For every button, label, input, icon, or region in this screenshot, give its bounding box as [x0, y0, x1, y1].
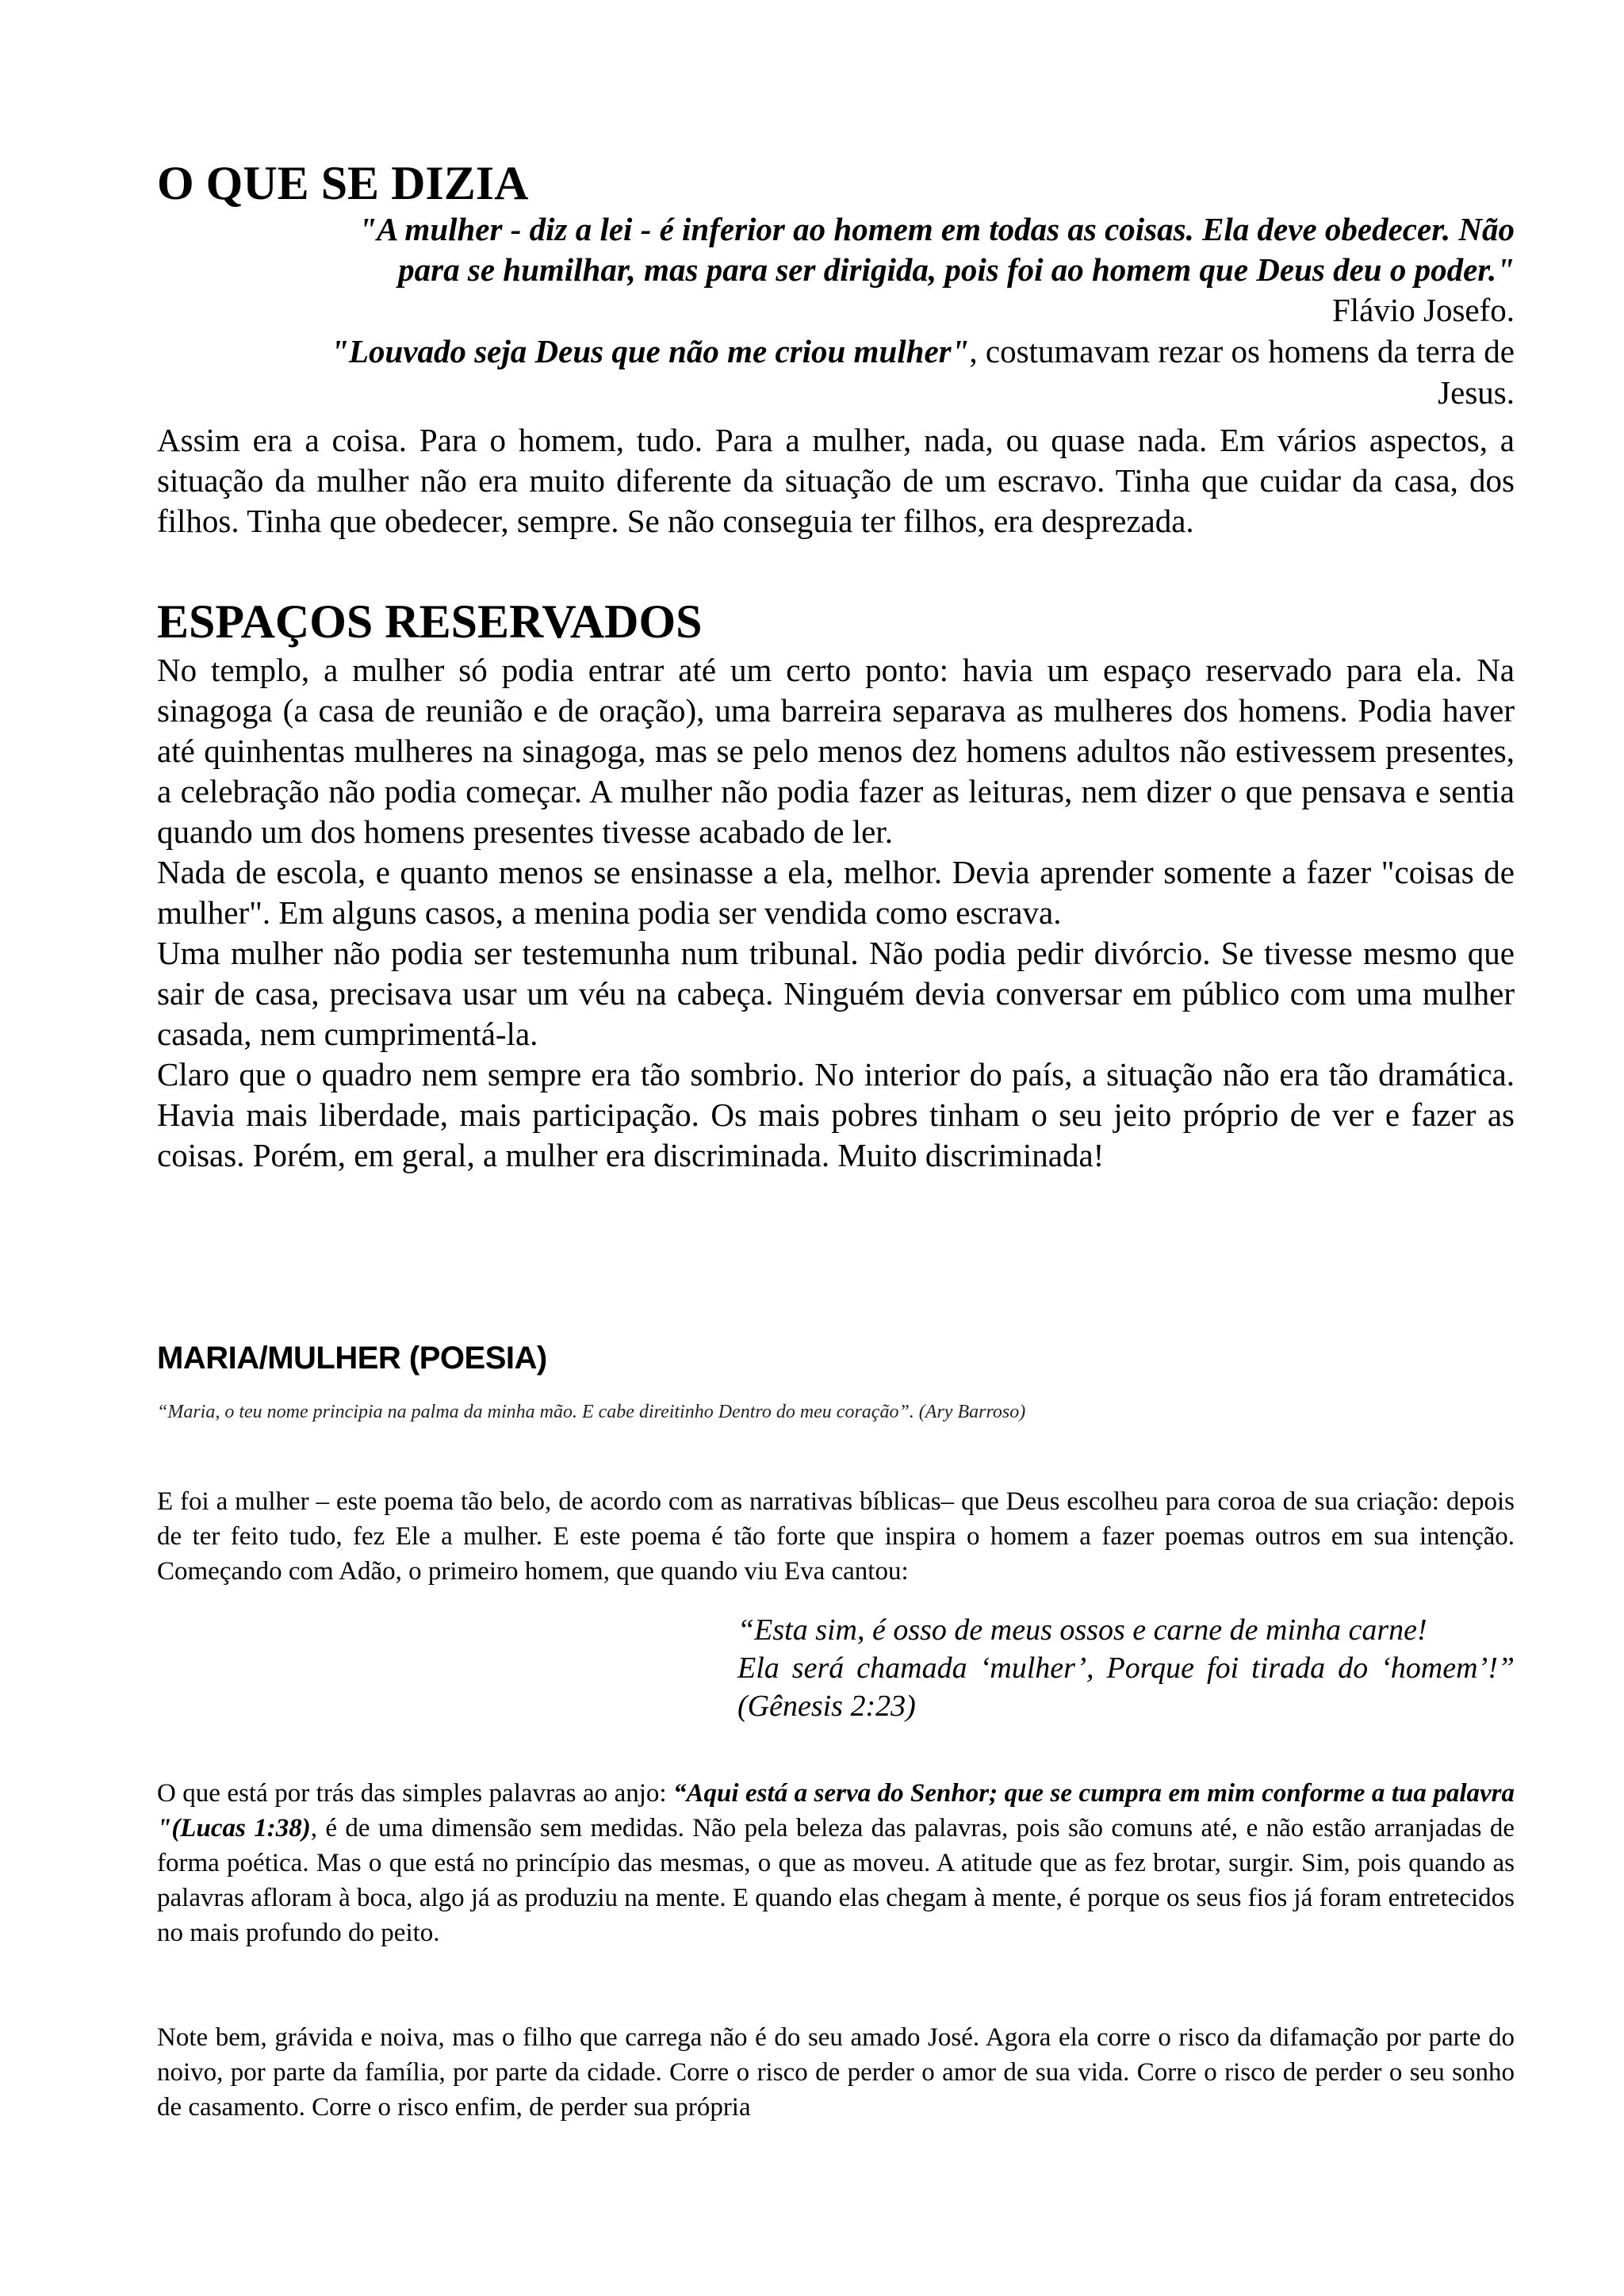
paragraph-escola: Nada de escola, e quanto menos se ensinasse a ela, melhor. Devia aprender somente a fazer "coisas de mulher". Em alguns casos, a menina podia ser vendida como escrava. — [157, 854, 1515, 931]
verse-genesis-line-1: “Esta sim, é osso de meus ossos e carne de minha carne! — [737, 1613, 1427, 1647]
paragraph-templo: No templo, a mulher só podia entrar até um certo ponto: havia um espaço reservado para ela. Na sinagoga (a casa de reunião e de oração), uma barreira separava as mulheres dos homens. Podia haver até quinhentas mulheres na sinagoga, mas se pelo menos dez homens adultos não estivessem presentes, a celebração não podia começar. A mulher não podia fazer as leituras, nem dizer o que pensava e sentia quando um dos homens presentes tivesse acabado de ler. — [157, 652, 1515, 850]
epigraph-ary-barroso: “Maria, o teu nome principia na palma da minha mão. E cabe direitinho Dentro do meu coração”. (Ary Barroso) — [157, 1402, 1026, 1422]
quote-josefo-line-2: para se humilhar, mas para ser dirigida, pois foi ao homem que Deus deu o poder." — [398, 251, 1515, 288]
quote-louvado — [157, 331, 1515, 372]
quote-louvado-end: Jesus. — [1438, 374, 1515, 411]
paragraph-serva-rest: , é de uma dimensão sem medidas. Não pela beleza das palavras, pois são comuns até, e não estão arranjadas de forma poética. Mas o que está no princípio das mesmas, o que as moveu. A atitude que as fez brotar, surgir. Sim, pois quando as palavras afloram à boca, algo já as produziu na mente. E quando elas chegam à mente, é porque os seus fios já foram entretecidos no mais profundo do peito. — [157, 1814, 1515, 1947]
quote-louvado-bold: "Louvado seja Deus que não me criou mulher" — [331, 333, 970, 369]
quote-josefo-line-1: "A mulher - diz a lei - é inferior ao homem em todas as coisas. Ela deve obedecer. Não — [358, 211, 1515, 247]
paragraph-serva-do-senhor — [157, 1776, 1515, 1950]
quote-louvado-rest: , costumavam rezar os homens da terra de — [969, 333, 1515, 369]
paragraph-serva-bold-quote: “Aqui está a serva do Senhor; que se cumpra em mim conforme a tua palavra "(Lucas 1:38) — [157, 1779, 1515, 1843]
quote-josefo-attribution: Flávio Josefo. — [1331, 292, 1515, 328]
quote-josefo — [157, 209, 1515, 290]
section-title-o-que-se-dizia: O QUE SE DIZIA — [157, 157, 529, 209]
section-espacos-body — [157, 650, 1515, 1176]
verse-genesis-line-2: Ela será chamada ‘mulher’, Porque foi tirada do ‘homem’!” (Gênesis 2:23) — [737, 1651, 1515, 1723]
section-title-espacos-reservados: ESPAÇOS RESERVADOS — [157, 595, 703, 648]
paragraph-tribunal: Uma mulher não podia ser testemunha num tribunal. Não podia pedir divórcio. Se tivesse mesmo que sair de casa, precisava usar um véu na cabeça. Ninguém devia conversar em público com uma mulher casada, nem cumprimentá-la. — [157, 935, 1515, 1052]
paragraph-note-bem: Note bem, grávida e noiva, mas o filho que carrega não é do seu amado José. Agora ela corre o risco da difamação por parte do noivo, por parte da família, por parte da cidade. Corre o risco de perder o amor de sua vida. Corre o risco de perder o seu sonho de casamento. Corre o risco enfim, de perder sua própria — [157, 2023, 1515, 2122]
paragraph-assim-era: Assim era a coisa. Para o homem, tudo. Para a mulher, nada, ou quase nada. Em vários aspectos, a situação da mulher não era muito diferente da situação de um escravo. Tinha que cuidar da casa, dos filhos. Tinha que obedecer, sempre. Se não conseguia ter filhos, era desprezada. — [157, 422, 1515, 539]
section-title-maria-mulher: MARIA/MULHER (POESIA) — [157, 1341, 547, 1376]
verse-genesis — [737, 1611, 1515, 1725]
paragraph-serva-start: O que está por trás das simples palavras ao anjo: — [157, 1779, 674, 1808]
paragraph-quadro: Claro que o quadro nem sempre era tão sombrio. No interior do país, a situação não era tão dramática. Havia mais liberdade, mais participação. Os mais pobres tinham o seu jeito próprio de ver e fazer as coisas. Porém, em geral, a mulher era discriminada. Muito discriminada! — [157, 1056, 1515, 1173]
paragraph-foi-a-mulher: E foi a mulher – este poema tão belo, de acordo com as narrativas bíblicas– que Deus escolheu para coroa de sua criação: depois de ter feito tudo, fez Ele a mulher. E este poema é tão forte que inspira o homem a fazer poemas outros em sua intenção. Começando com Adão, o primeiro homem, que quando viu Eva cantou: — [157, 1487, 1515, 1586]
